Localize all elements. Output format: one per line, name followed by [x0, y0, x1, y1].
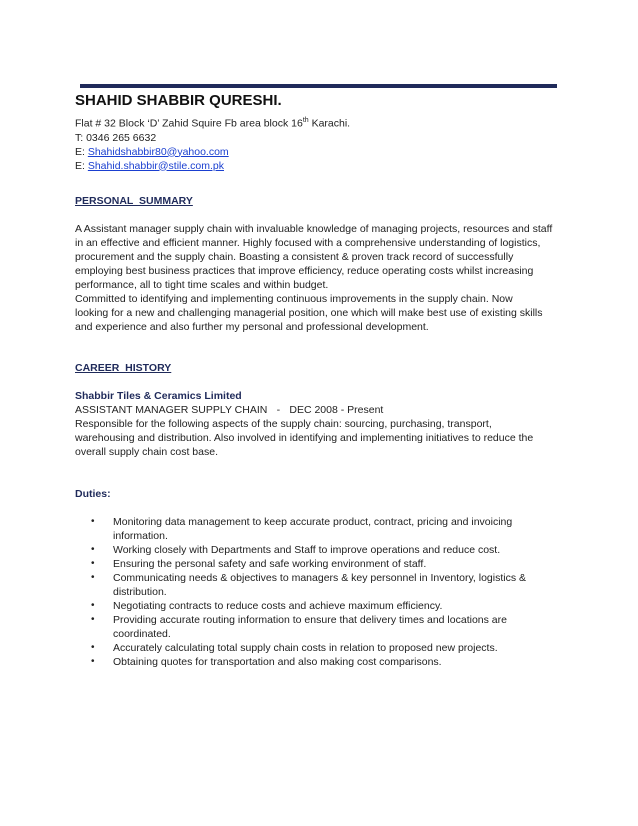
duty-line: information. — [113, 529, 168, 542]
duty-item — [75, 557, 575, 571]
career-history-heading: CAREER HISTORY — [75, 361, 172, 374]
job-period: DEC 2008 - Present — [289, 403, 384, 416]
career-line: Responsible for the following aspects of the supply chain: sourcing, purchasing, transport, — [75, 417, 492, 430]
duty-line: Ensuring the personal safety and safe working environment of staff. — [113, 557, 427, 570]
summary-line: A Assistant manager supply chain with invaluable knowledge of managing projects, resources and staff — [75, 222, 553, 235]
duty-line: Monitoring data management to keep accurate product, contract, pricing and invoicing — [113, 515, 513, 528]
header-rule — [80, 84, 557, 88]
address-ordinal: th — [302, 117, 309, 124]
summary-line: procurement and the supply chain. Boasting a consistent & proven track record of successfully — [75, 250, 514, 263]
bullet-icon: • — [91, 543, 95, 555]
role-separator: - — [276, 403, 281, 416]
duty-line: Communicating needs & objectives to managers & key personnel in Inventory, logistics & — [113, 571, 527, 584]
email-line-2 — [75, 159, 575, 173]
duty-line: Accurately calculating total supply chain costs in relation to proposed new projects. — [113, 641, 498, 654]
bullet-icon: • — [91, 515, 95, 527]
email-line-1 — [75, 145, 575, 159]
personal-summary-text — [75, 222, 575, 334]
summary-line: looking for a new and challenging managerial position, one which will make best use of existing skills — [75, 306, 543, 319]
duty-line: Obtaining quotes for transportation and also making cost comparisons. — [113, 655, 442, 668]
address-city: Karachi. — [308, 117, 351, 130]
duty-line: Providing accurate routing information to ensure that delivery times and locations are — [113, 613, 507, 626]
summary-line: and experience and also further my personal and professional development. — [75, 320, 429, 333]
duty-line: Working closely with Departments and Staff to improve operations and reduce cost. — [113, 543, 501, 556]
duty-item — [75, 515, 575, 543]
bullet-icon: • — [91, 599, 95, 611]
duty-item — [75, 641, 575, 655]
duty-item — [75, 571, 575, 599]
resume-content — [75, 92, 575, 669]
duty-item — [75, 613, 575, 641]
duty-item — [75, 655, 575, 669]
email-prefix-1: E: — [75, 145, 88, 158]
job-title: ASSISTANT MANAGER SUPPLY CHAIN — [75, 403, 268, 416]
duty-line: distribution. — [113, 585, 167, 598]
duties-list — [75, 515, 575, 669]
duty-line: coordinated. — [113, 627, 171, 640]
summary-line: employing best business practices that improve efficiency, reduce operating costs whilst increasing — [75, 264, 534, 277]
duty-item — [75, 543, 575, 557]
address-text: Flat # 32 Block ‘D’ Zahid Squire Fb area block 16 — [75, 117, 303, 130]
duties-heading: Duties: — [75, 487, 111, 500]
bullet-icon: • — [91, 557, 95, 569]
summary-line: Committed to identifying and implementing continuous improvements in the supply chain. Now — [75, 292, 513, 305]
career-description — [75, 417, 575, 459]
summary-line: in an effective and efficient manner. Highly focused with a comprehensive understanding of logistics, — [75, 236, 541, 249]
bullet-icon: • — [91, 641, 95, 653]
candidate-name: SHAHID SHABBIR QURESHI. — [75, 92, 282, 109]
email-prefix-2: E: — [75, 159, 88, 172]
duty-line: Negotiating contracts to reduce costs and achieve maximum efficiency. — [113, 599, 443, 612]
career-line: overall supply chain cost base. — [75, 445, 218, 458]
email-link-1[interactable]: Shahidshabbir80@yahoo.com — [87, 145, 229, 158]
personal-summary-heading: PERSONAL SUMMARY — [75, 194, 193, 207]
role-line — [75, 403, 575, 417]
employer-name: Shabbir Tiles & Ceramics Limited — [75, 389, 242, 402]
bullet-icon: • — [91, 571, 95, 583]
career-line: warehousing and distribution. Also involved in identifying and implementing initiatives to reduce the — [75, 431, 534, 444]
bullet-icon: • — [91, 613, 95, 625]
address-line — [75, 114, 575, 131]
phone-line: T: 0346 265 6632 — [75, 131, 157, 144]
summary-line: performance, all to tight time scales and within budget. — [75, 278, 329, 291]
duty-item — [75, 599, 575, 613]
email-link-2[interactable]: Shahid.shabbir@stile.com.pk — [87, 159, 224, 172]
bullet-icon: • — [91, 655, 95, 667]
